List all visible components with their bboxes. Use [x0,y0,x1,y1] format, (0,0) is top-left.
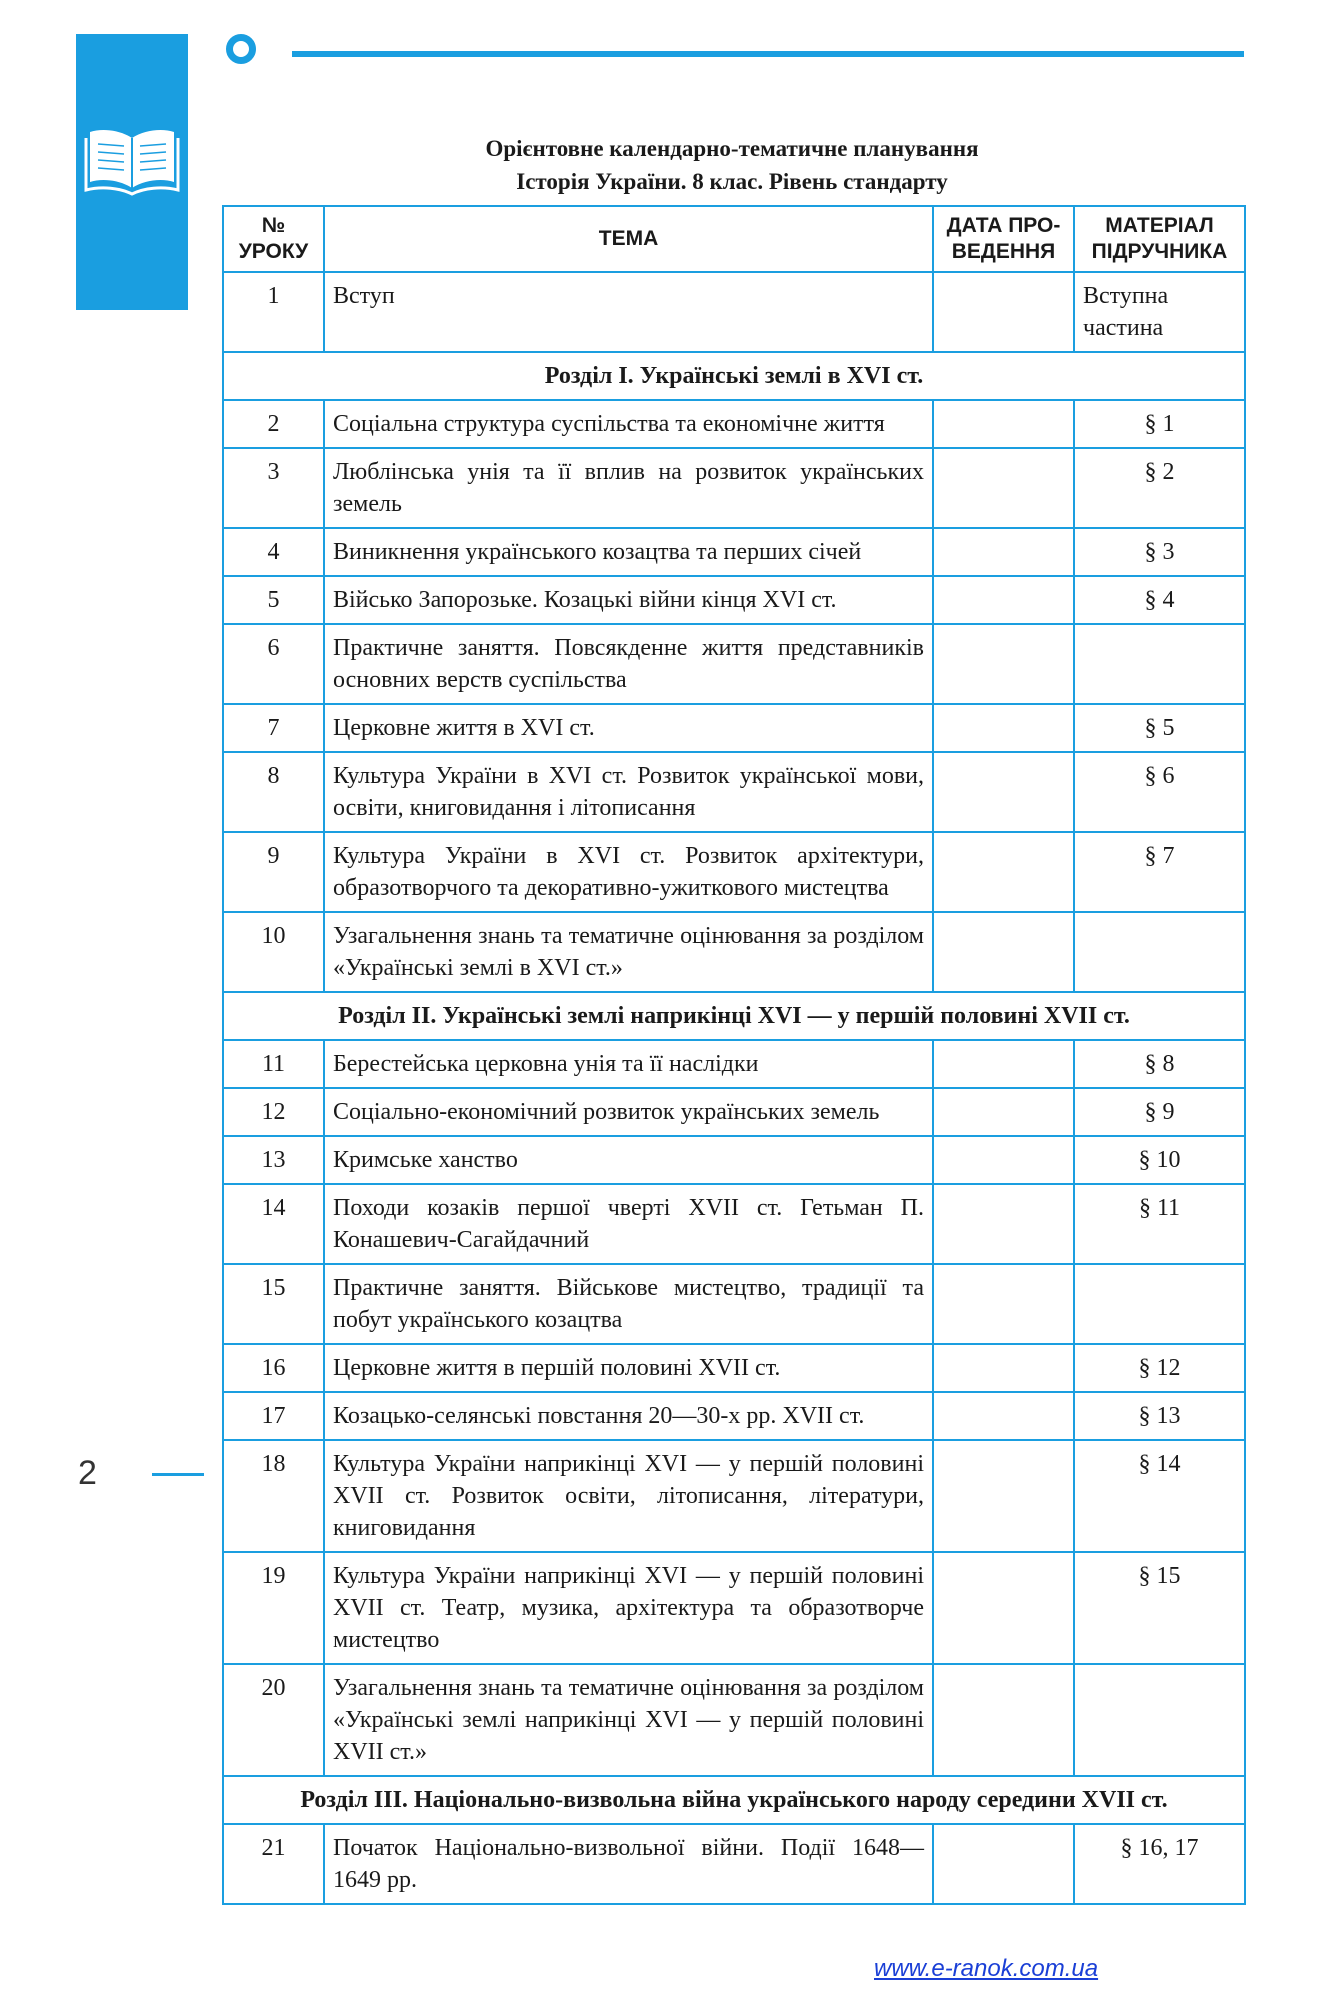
lesson-date [933,1440,1074,1552]
lesson-number: 3 [223,448,324,528]
header-material [1074,206,1245,272]
table-row [223,1264,1245,1344]
table-row [223,1392,1245,1440]
lesson-material: § 3 [1074,528,1245,576]
lesson-date [933,704,1074,752]
page-number-rule [152,1473,204,1476]
ring-icon [226,34,256,64]
section-row [223,1776,1245,1824]
lesson-topic: Виникнення українського козацтва та перших січей [324,528,933,576]
lesson-date [933,1136,1074,1184]
lesson-material [1074,1264,1245,1344]
table-row [223,1552,1245,1664]
lesson-material: § 8 [1074,1040,1245,1088]
lesson-date [933,448,1074,528]
header-num-line2: УРОКУ [238,240,309,263]
lesson-material: § 4 [1074,576,1245,624]
lesson-number: 21 [223,1824,324,1904]
lesson-material [1074,912,1245,992]
lesson-material: § 1 [1074,400,1245,448]
lesson-number: 7 [223,704,324,752]
lesson-number: 16 [223,1344,324,1392]
lesson-date [933,1552,1074,1664]
lesson-number: 14 [223,1184,324,1264]
header-date-line1: ДАТА ПРО- [946,214,1061,237]
lesson-topic: Соціальна структура суспільства та економічне життя [324,400,933,448]
table-row [223,1184,1245,1264]
lesson-date [933,528,1074,576]
lesson-material [1074,1664,1245,1776]
lesson-number: 20 [223,1664,324,1776]
table-row [223,752,1245,832]
lesson-number: 4 [223,528,324,576]
lesson-date [933,272,1074,352]
lesson-material: § 9 [1074,1088,1245,1136]
lesson-number: 10 [223,912,324,992]
lesson-number: 1 [223,272,324,352]
lesson-material: § 16, 17 [1074,1824,1245,1904]
header-material-line2: ПІДРУЧНИКА [1091,240,1228,263]
lesson-number: 2 [223,400,324,448]
lesson-number: 5 [223,576,324,624]
lesson-date [933,832,1074,912]
lesson-number: 6 [223,624,324,704]
table-row [223,1824,1245,1904]
lesson-date [933,1264,1074,1344]
lesson-topic: Культура України в XVI ст. Розвиток української мови, освіти, книговидання і літописання [324,752,933,832]
title-line-1: Орієнтовне календарно-тематичне планування [485,136,979,161]
lesson-date [933,1392,1074,1440]
lesson-topic: Практичне заняття. Повсякденне життя представників основних верств суспільства [324,624,933,704]
lesson-topic: Культура України в XVI ст. Розвиток архітектури, образотворчого та декоративно-ужиткового мистецтва [324,832,933,912]
lesson-topic: Церковне життя в першій половині XVII ст. [324,1344,933,1392]
table-row [223,1136,1245,1184]
lesson-number: 11 [223,1040,324,1088]
header-date-line2: ВЕДЕННЯ [951,240,1056,263]
table-row [223,1344,1245,1392]
lesson-topic: Берестейська церковна унія та її наслідки [324,1040,933,1088]
table-row [223,1040,1245,1088]
header-date [933,206,1074,272]
lesson-number: 9 [223,832,324,912]
table-row [223,1088,1245,1136]
section-title: Розділ І. Українські землі в XVI ст. [223,352,1245,400]
lesson-material: § 7 [1074,832,1245,912]
table-row [223,448,1245,528]
lesson-topic: Узагальнення знань та тематичне оцінювання за розділом «Українські землі в XVI ст.» [324,912,933,992]
lesson-material: § 12 [1074,1344,1245,1392]
lesson-topic: Культура України наприкінці XVI — у першій половині XVII ст. Театр, музика, архітектура та образотворче мистецтво [324,1552,933,1664]
section-title: Розділ ІІІ. Національно-визвольна війна українського народу середини XVII ст. [223,1776,1245,1824]
lesson-topic: Початок Національно-визвольної війни. Події 1648—1649 рр. [324,1824,933,1904]
table-row [223,832,1245,912]
table-row [223,576,1245,624]
lesson-number: 17 [223,1392,324,1440]
lesson-material: § 5 [1074,704,1245,752]
lesson-material [1074,624,1245,704]
lesson-date [933,1040,1074,1088]
lesson-number: 12 [223,1088,324,1136]
lesson-material: § 6 [1074,752,1245,832]
table-row [223,400,1245,448]
lesson-topic: Церковне життя в XVI ст. [324,704,933,752]
lesson-topic: Походи козаків першої чверті XVII ст. Гетьман П. Конашевич-Сагайдачний [324,1184,933,1264]
page-title [222,132,1242,198]
lesson-topic: Кримське ханство [324,1136,933,1184]
lesson-date [933,400,1074,448]
lesson-date [933,1088,1074,1136]
lesson-date [933,912,1074,992]
table-row [223,272,1245,352]
lesson-material: § 11 [1074,1184,1245,1264]
lesson-number: 19 [223,1552,324,1664]
lesson-topic: Вступ [324,272,933,352]
lesson-material: § 13 [1074,1392,1245,1440]
lesson-topic: Узагальнення знань та тематичне оцінювання за розділом «Українські землі наприкінці XVI — у першій половині XVII ст.» [324,1664,933,1776]
lesson-number: 15 [223,1264,324,1344]
lesson-topic: Соціально-економічний розвиток українських земель [324,1088,933,1136]
table-header-row [223,206,1245,272]
section-row [223,352,1245,400]
lesson-number: 8 [223,752,324,832]
lesson-topic: Люблінська унія та її вплив на розвиток українських земель [324,448,933,528]
lesson-number: 13 [223,1136,324,1184]
table-row [223,528,1245,576]
table-body [223,272,1245,1904]
planning-table [222,205,1246,1905]
lesson-date [933,576,1074,624]
table-row [223,1664,1245,1776]
table-row [223,624,1245,704]
lesson-date [933,624,1074,704]
title-line-2: Історія України. 8 клас. Рівень стандарту [516,169,948,194]
lesson-date [933,1824,1074,1904]
section-title: Розділ ІІ. Українські землі наприкінці XVI — у першій половині XVII ст. [223,992,1245,1040]
section-row [223,992,1245,1040]
table-row [223,1440,1245,1552]
header-topic: ТЕМА [324,206,933,272]
lesson-topic: Практичне заняття. Військове мистецтво, традиції та побут українського козацтва [324,1264,933,1344]
lesson-date [933,1344,1074,1392]
footer-link[interactable]: www.e-ranok.com.ua [874,1955,1099,1982]
top-rule [292,51,1244,57]
lesson-number: 18 [223,1440,324,1552]
lesson-date [933,752,1074,832]
page-number: 2 [78,1454,97,1492]
open-book-icon [84,124,180,196]
header-num [223,206,324,272]
lesson-material: § 14 [1074,1440,1245,1552]
lesson-topic: Козацько-селянські повстання 20—30-х рр. XVII ст. [324,1392,933,1440]
table-row [223,704,1245,752]
lesson-date [933,1184,1074,1264]
lesson-material: § 2 [1074,448,1245,528]
lesson-material: Вступна частина [1074,272,1245,352]
header-material-line1: МАТЕРІАЛ [1105,214,1214,237]
lesson-topic: Культура України наприкінці XVI — у першій половині XVII ст. Розвиток освіти, літописання, літератури, книговидання [324,1440,933,1552]
lesson-material: § 15 [1074,1552,1245,1664]
table-row [223,912,1245,992]
lesson-topic: Військо Запорозьке. Козацькі війни кінця XVI ст. [324,576,933,624]
lesson-material: § 10 [1074,1136,1245,1184]
header-num-line1: № [261,214,286,237]
lesson-date [933,1664,1074,1776]
